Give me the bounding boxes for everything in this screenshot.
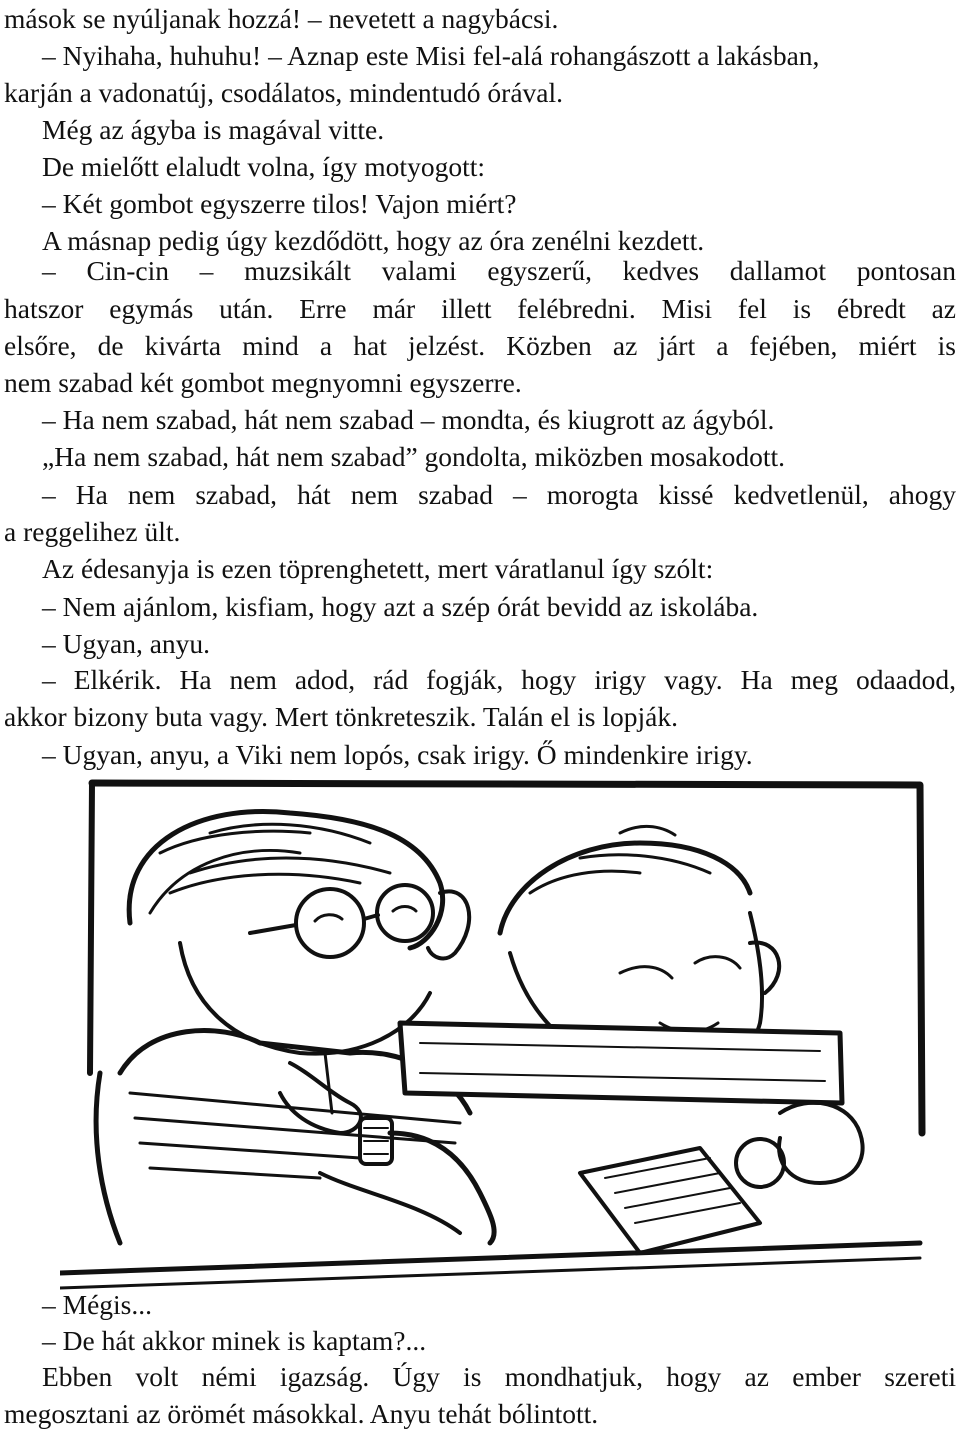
text-line: „Ha nem szabad, hát nem szabad” gondolta, miközben mosakodott.	[42, 441, 786, 472]
text-line: – Ha nem szabad, hát nem szabad – mondta, és kiugrott az ágyból.	[42, 404, 775, 435]
text-line: A másnap pedig úgy kezdődött, hogy az óra zenélni kezdett.	[42, 225, 705, 256]
text-line: Az édesanyja is ezen töprenghetett, mert váratlanul így szólt:	[42, 553, 714, 584]
text-line: elsőre, de kivárta mind a hat jelzést. Közben az járt a fejében, miért is	[4, 330, 956, 361]
text-line: – Ugyan, anyu.	[42, 628, 211, 659]
text-line: hatszor egymás után. Erre már illett felébredni. Misi fel is ébredt az	[4, 293, 956, 324]
text-line: Ebben volt némi igazság. Úgy is mondhatjuk, hogy az ember szereti	[42, 1361, 956, 1392]
text-line: a reggelihez ült.	[4, 516, 181, 547]
text-line: De mielőtt elaludt volna, így motyogott:	[42, 151, 485, 182]
text-line: – Elkérik. Ha nem adod, rád fogják, hogy irigy vagy. Ha meg odaadod,	[42, 664, 956, 695]
text-line: – De hát akkor minek is kaptam?...	[42, 1325, 427, 1356]
text-line: akkor bizony buta vagy. Mert tönkreteszik. Talán el is lopják.	[4, 701, 678, 732]
text-line: mások se nyúljanak hozzá! – nevetett a nagybácsi.	[4, 3, 559, 34]
text-line: – Nem ajánlom, kisfiam, hogy azt a szép órát bevidd az iskolába.	[42, 591, 759, 622]
text-line: karján a vadonatúj, csodálatos, mindentudó órával.	[4, 77, 563, 108]
text-line: Még az ágyba is magával vitte.	[42, 114, 385, 145]
text-line: – Két gombot egyszerre tilos! Vajon miért?	[42, 188, 517, 219]
text-line: megosztani az örömét másokkal. Anyu tehát bólintott.	[4, 1398, 599, 1429]
text-line: – Mégis...	[42, 1289, 152, 1320]
text-line: – Cin-cin – muzsikált valami egyszerű, kedves dallamot pontosan	[42, 255, 956, 286]
illustration-boys-at-desk	[60, 773, 960, 1293]
text-line: – Ha nem szabad, hát nem szabad – morogta kissé kedvetlenül, ahogy	[42, 479, 956, 510]
text-line: – Nyihaha, huhuhu! – Aznap este Misi fel-alá rohangászott a lakásban,	[42, 40, 820, 71]
text-line: nem szabad két gombot megnyomni egyszerre.	[4, 367, 522, 398]
text-line: – Ugyan, anyu, a Viki nem lopós, csak irigy. Ő mindenkire irigy.	[42, 739, 753, 770]
